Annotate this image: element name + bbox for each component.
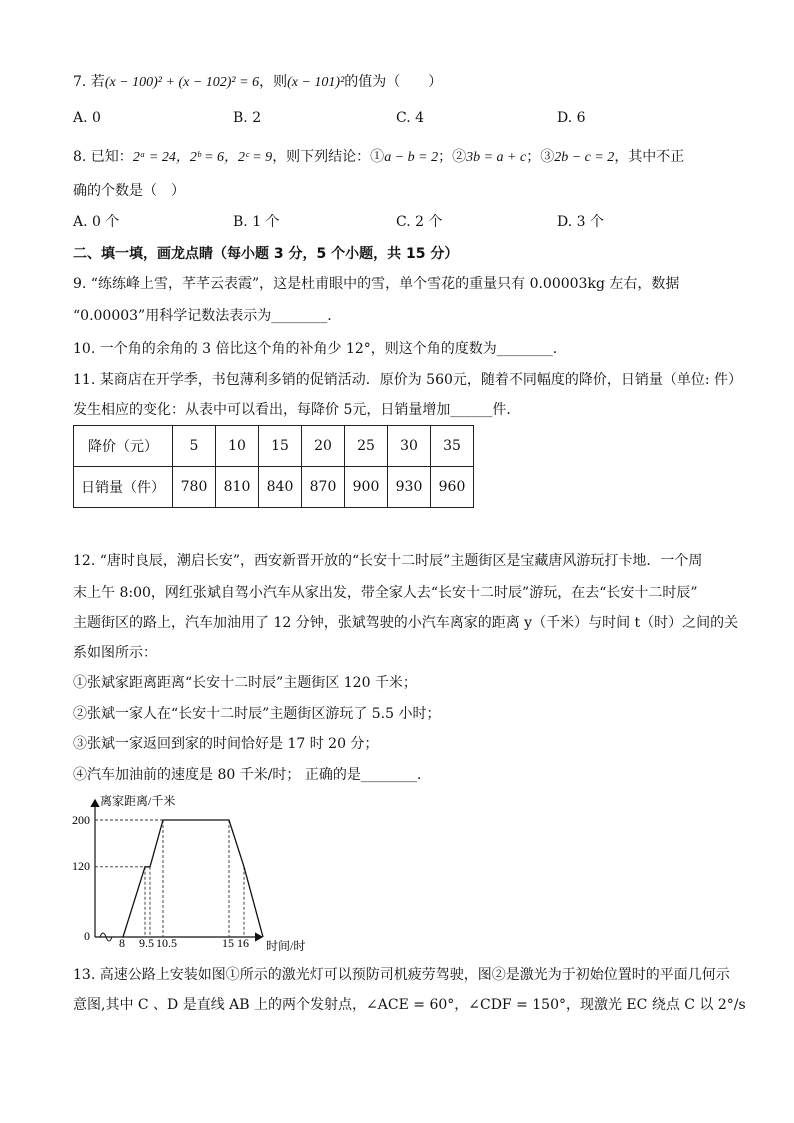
q7-expr: (x − 100)² + (x − 102)² = 6 [104,75,260,90]
table-cell: 35 [431,426,474,467]
x-axis-label: 时间/时 [266,939,306,953]
distance-time-graph [70,794,330,954]
q7-expr2: (x − 101)² [287,75,345,90]
q11-line1: 11. 某商店在开学季，书包薄利多销的促销活动．原价为 560元，随着不同幅度的降价，日销量（单位: 件） [73,372,743,388]
table-cell: 15 [259,426,302,467]
table-header-cell: 降价（元） [74,426,173,467]
table-cell: 930 [388,467,431,508]
table-cell: 25 [345,426,388,467]
q7-option-d: D. 6 [557,110,586,126]
q12-line3: 主题街区的路上，汽车加油用了 12 分钟，张斌驾驶的小汽车离家的距离 y（千米）与时间 t（时）之间的关 [73,615,739,631]
q8-option-a: A. 0 个 [73,214,120,230]
table-header-cell: 日销量（件） [74,467,173,508]
table-cell: 810 [216,467,259,508]
x-tick-9.5: 9.5 [139,936,154,950]
table-cell: 30 [388,426,431,467]
x-tick-8: 8 [119,936,125,950]
table-cell: 20 [302,426,345,467]
y-tick-120: 120 [72,859,90,873]
q8-stem-line2: 确的个数是（ ） [73,183,185,199]
q12-statement-1: ①张斌家距离距离“长安十二时辰”主题街区 120 千米； [73,675,417,691]
q7-option-b: B. 2 [233,110,262,126]
q11-table [73,425,474,508]
q9-line1: 9. “练练峰上雪，芊芊云表霞”，这是杜甫眼中的雪，单个雪花的重量只有 0.00003kg 左右，数据 [73,276,680,292]
q8-option-d: D. 3 个 [557,214,604,230]
table-cell: 840 [259,467,302,508]
x-tick-16: 16 [237,936,249,950]
q12-line1: 12. “唐时良辰，潮启长安”，西安新晋开放的“长安十二时辰”主题街区是宝藏唐风游玩打卡地．一个周 [73,553,703,569]
q12-statement-2: ②张斌一家人在“长安十二时辰”主题街区游玩了 5.5 小时； [73,706,441,722]
q8-option-b: B. 1 个 [233,214,280,230]
table-cell: 10 [216,426,259,467]
guide-lines [95,820,244,937]
table-cell: 960 [431,467,474,508]
x-tick-15: 15 [222,936,234,950]
q8-stem: 8. 已知：2ᵃ = 24，2ᵇ = 6，2ᶜ = 9，则下列结论：①a − b = 2；②3b = a + c；③2b − c = 2，其中不正 [73,149,685,165]
table-cell: 780 [173,467,216,508]
table-cell: 900 [345,467,388,508]
q8-option-c: C. 2 个 [396,214,443,230]
q12-statement-4: ④汽车加油前的速度是 80 千米/时； 正确的是________. [73,767,422,783]
q10-line1: 10. 一个角的余角的 3 倍比这个角的补角少 12°，则这个角的度数为________. [73,341,558,357]
q12-line2: 末上午 8:00，网红张斌自驾小汽车从家出发，带全家人去“长安十二时辰”游玩，在去“长安十二时辰” [73,585,698,601]
q7-stem: 7. 若(x − 100)² + (x − 102)² = 6，则(x − 101)²的值为（ ） [73,74,443,90]
q13-line1: 13. 高速公路上安装如图①所示的激光灯可以预防司机疲劳驾驶，图②是激光为于初始位置时的平面几何示 [73,967,730,983]
table-row [74,426,474,467]
section-heading: 二、填一填，画龙点睛（每小题 3 分，5 个小题，共 15 分） [73,246,459,262]
table-cell: 870 [302,467,345,508]
q7-option-a: A. 0 [73,110,101,126]
y-axis-label: 离家距离/千米 [100,794,176,808]
y-tick-0: 0 [84,929,90,943]
x-tick-10.5: 10.5 [156,936,177,950]
y-tick-200: 200 [72,813,90,827]
q12-statement-3: ③张斌一家返回到家的时间恰好是 17 时 20 分； [73,736,379,752]
q9-line2: “0.00003”用科学记数法表示为________. [73,308,332,324]
q13-line2: 意图,其中 C 、D 是直线 AB 上的两个发射点，∠ACE = 60°，∠CDF = 150°，现激光 EC 绕点 C 以 2°/s [73,997,746,1013]
q7-option-c: C. 4 [396,110,425,126]
table-row [74,467,474,508]
distance-series-line [123,820,263,937]
q12-line4: 系如图所示： [73,645,157,661]
q11-line2: 发生相应的变化：从表中可以看出，每降价 5元，日销量增加______件． [73,402,521,418]
table-cell: 5 [173,426,216,467]
